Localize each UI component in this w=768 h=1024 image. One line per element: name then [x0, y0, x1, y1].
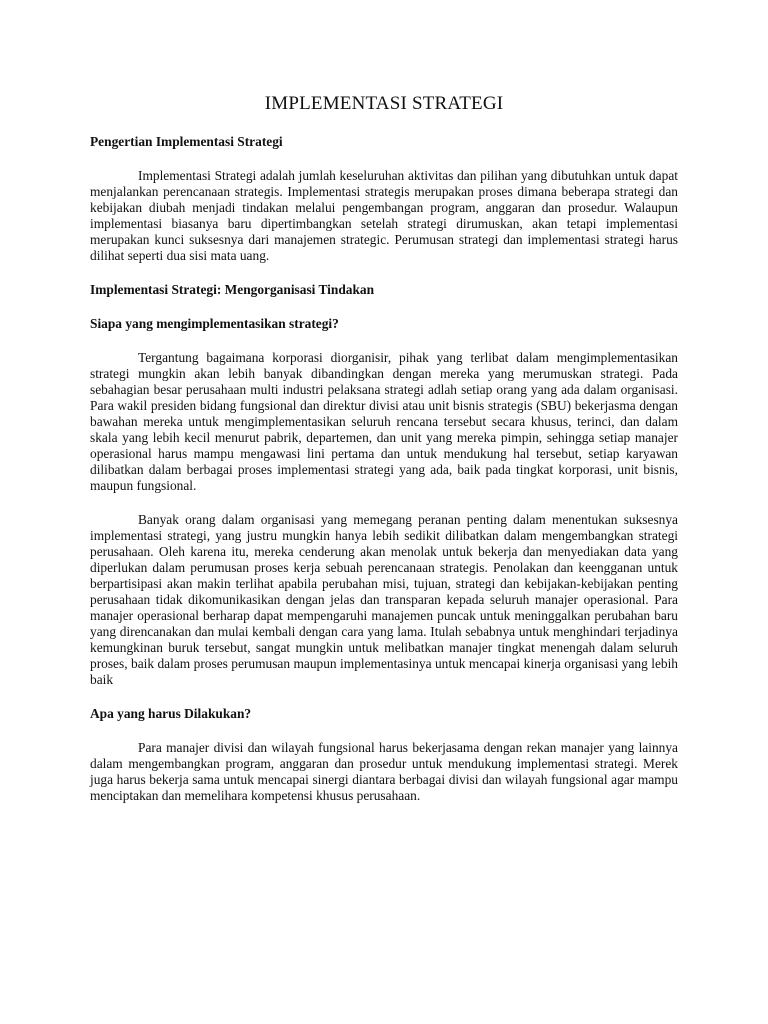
section-heading-siapa: Siapa yang mengimplementasikan strategi?	[90, 316, 339, 331]
paragraph-apa: Para manajer divisi dan wilayah fungsional harus bekerjasama dengan rekan manajer yang lainnya dalam mengembangkan program, anggaran dan prosedur untuk mendukung implementasi strategi. Merek juga harus bekerja sama untuk mencapai sinergi diantara berbagai divisi dan wilayah fungsional agar mampu menciptakan dan memelihara kompetensi khusus perusahaan.	[90, 740, 678, 803]
section-heading-apa: Apa yang harus Dilakukan?	[90, 706, 252, 721]
paragraph-siapa-1: Tergantung bagaimana korporasi diorganisir, pihak yang terlibat dalam mengimplementasikan strategi mungkin akan lebih banyak dibandingkan dengan mereka yang merumuskan strategi. Pada sebahagian besar perusahaan multi industri pelaksana strategi adlah setiap orang yang ada dalam organisasi. Para wakil presiden bidang fungsional dan direktur divisi atau unit bisnis strategis (SBU) bekerjasma dengan bawahan mereka untuk mengimplementasikan seluruh rencana tersebut secara khusus, terinci, dan dalam skala yang lebih kecil menurut pabrik, departemen, dan unit yang mereka pimpin, sehingga setiap manajer operasional harus mampu mengawasi lini pertama dan untuk mendukung hal tersebut, setiap karyawan dilibatkan dalam berbagai proses implementasi strategi yang ada, baik pada tingkat korporasi, unit bisnis, maupun fungsional.	[90, 350, 678, 493]
paragraph-siapa-2: Banyak orang dalam organisasi yang memegang peranan penting dalam menentukan suksesnya implementasi strategi, yang justru mungkin hanya lebih sedikit dilibatkan dalam mengembangkan strategi perusahaan. Oleh karena itu, mereka cenderung akan menolak untuk bekerja dan menyediakan data yang diperlukan dalam perumusan proses kerja sebuah perencanaan strategis. Penolakan dan keengganan untuk berpartisipasi akan makin terlihat apabila perubahan misi, tujuan, strategi dan kebijakan-kebijakan penting perusahaan tidak dikomunikasikan dengan jelas dan transparan kepada seluruh manajer operasional. Para manajer operasional berharap dapat mempengaruhi manajemen puncak untuk meninggalkan perubahan baru yang direncanakan dan mulai kembali dengan cara yang lama. Itulah sebabnya untuk menghindari terjadinya kemungkinan buruk tersebut, sangat mungkin untuk melibatkan manajer tingkat menengah dalam seluruh proses, baik dalam proses perumusan maupun implementasinya untuk mencapai kinerja organisasi yang lebih baik	[90, 512, 678, 687]
section-heading-mengorganisasi: Implementasi Strategi: Mengorganisasi Tindakan	[90, 282, 375, 297]
section-heading-pengertian: Pengertian Implementasi Strategi	[90, 134, 283, 149]
paragraph-pengertian: Implementasi Strategi adalah jumlah keseluruhan aktivitas dan pilihan yang dibutuhkan untuk dapat menjalankan perencanaan strategis. Implementasi strategis merupakan proses dimana beberapa strategi dan kebijakan diubah menjadi tindakan melalui pengembangan program, anggaran dan prosedur. Walaupun implementasi biasanya baru dipertimbangkan setelah strategi dirumuskan, akan tetapi implementasi merupakan kunci suksesnya dari manajemen strategic. Perumusan strategi dan implementasi strategi harus dilihat seperti dua sisi mata uang.	[90, 168, 678, 263]
document-title: IMPLEMENTASI STRATEGI	[264, 93, 504, 114]
